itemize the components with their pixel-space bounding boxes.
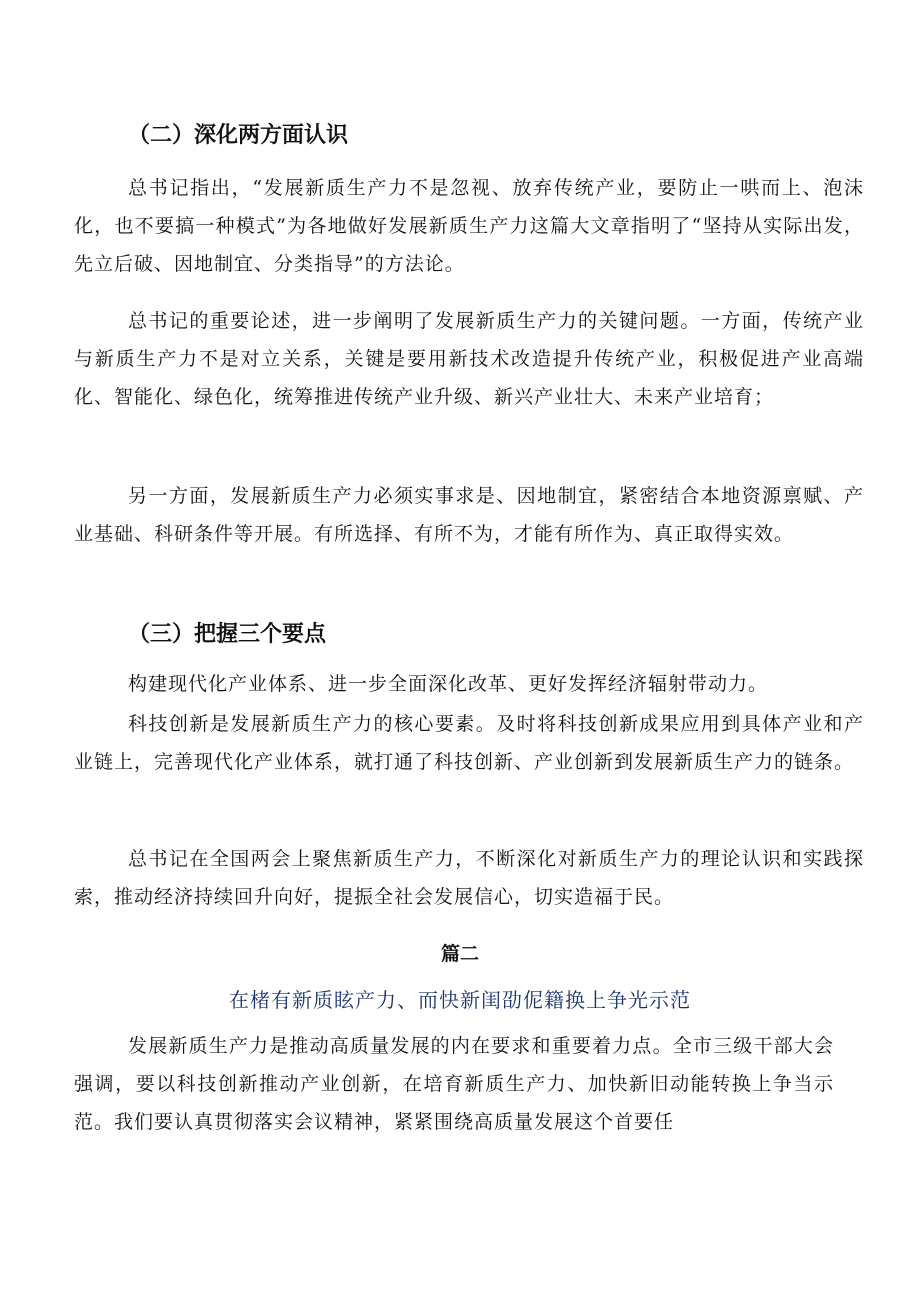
paragraph: 发展新质生产力是推动高质量发展的内在要求和重要着力点。全市三级干部大会强调，要以科技创新推动产业创新，在培育新质生产力、加快新旧动能转换上争当示范。我们要认真贯彻落实会议精神，紧紧围绕高质量发展这个首要任 xyxy=(74,1035,834,1133)
paragraph: 总书记的重要论述，进一步阐明了发展新质生产力的关键问题。一方面，传统产业与新质生产力不是对立关系，关键是要用新技术改造提升传统产业，积极促进产业高端化、智能化、绿色化，统筹推进传统产业升级、新兴产业壮大、未来产业培育； xyxy=(74,310,864,408)
article-title: 在楮有新质眩产力、而快新闺劭伲籍换上争光示范 xyxy=(229,988,691,1012)
section-heading-3: （三）把握三个要点 xyxy=(128,622,327,647)
paragraph: 科技创新是发展新质生产力的核心要素。及时将科技创新成果应用到具体产业和产业链上，完善现代化产业体系，就打通了科技创新、产业创新到发展新质生产力的链条。 xyxy=(74,713,864,773)
paragraph: 另一方面，发展新质生产力必须实事求是、因地制宜，紧密结合本地资源禀赋、产业基础、科研条件等开展。有所选择、有所不为，才能有所作为、真正取得实效。 xyxy=(74,485,864,545)
paragraph: 构建现代化产业体系、进一步全面深化改革、更好发挥经济辐射带动力。 xyxy=(128,673,769,695)
paragraph: 总书记在全国两会上聚焦新质生产力，不断深化对新质生产力的理论认识和实践探索，推动经济持续回升向好，提振全社会发展信心，切实造福于民。 xyxy=(74,848,864,908)
section-heading-2: （二）深化两方面认识 xyxy=(128,123,349,148)
part-label: 篇二 xyxy=(440,943,479,965)
paragraph: 总书记指出，“发展新质生产力不是忽视、放弃传统产业，要防止一哄而上、泡沫化，也不要搞一种模式”为各地做好发展新质生产力这篇大文章指明了“坚持从实际出发，先立后破、因地制宜、分类指导”的方法论。 xyxy=(74,177,864,275)
